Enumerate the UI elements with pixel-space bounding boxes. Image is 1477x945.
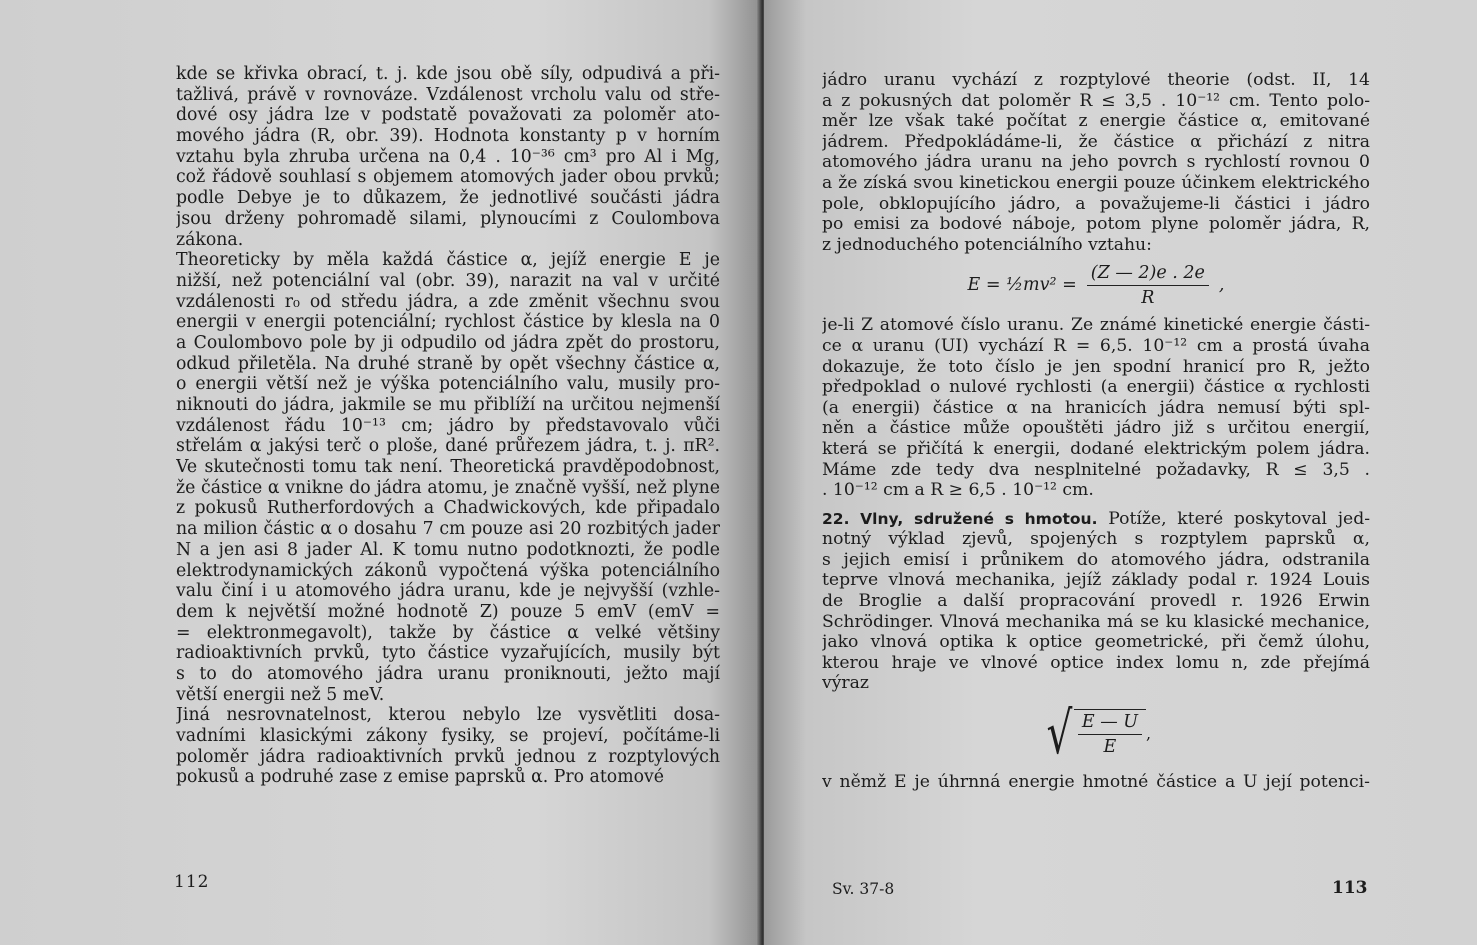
- text-line: něn a částice může opouštěti jádro již s určitou energií,: [822, 418, 1370, 439]
- text-line: de Broglie a další propracování provedl r. 1926 Erwin: [822, 591, 1370, 612]
- left-paragraphs: [176, 64, 720, 788]
- text-line: energii v energii potenciální; rychlost částice by klesla na 0: [176, 312, 720, 333]
- text-line: což řádově souhlasí s objemem atomových jader obou prvků;: [176, 167, 720, 188]
- text-line: poloměr jádra radioaktivních prvků jednou z rozptylových: [176, 746, 720, 767]
- text-line: vztahu byla zhruba určena na 0,4 . 10⁻³⁶ cm³ pro Al i Mg,: [176, 146, 720, 167]
- left-text-column: [176, 64, 720, 788]
- sqrt-expression: [822, 694, 1370, 772]
- text-line: z pokusů Rutherfordových a Chadwickových, kde připadalo: [176, 498, 720, 519]
- text-line: jako vlnová optika k optice geometrické, při čemž úlohu,: [822, 632, 1370, 653]
- text-line: je-li Z atomové číslo uranu. Ze známé kinetické energie části-: [822, 315, 1370, 336]
- text-line: elektrodynamických zákonů vypočtená výška potenciálního: [176, 560, 720, 581]
- right-last-line: v němž E je úhrnná energie hmotné částice a U její potenci-: [822, 772, 1370, 793]
- text-line: vadními klasickými zákony fysiky, se projeví, počítáme-li: [176, 726, 720, 746]
- text-line: s jejich emisí i průnikem do atomového jádra, odstranila: [822, 549, 1370, 570]
- text-line: nižší, než potenciální val (obr. 39), narazit na val v určité: [176, 270, 720, 291]
- text-line: z jednoduchého potenciálního vztahu:: [822, 234, 1152, 255]
- equation-fraction: [1087, 263, 1209, 308]
- equation-denominator: R: [1141, 287, 1155, 308]
- text-line: kterou hraje ve vlnové optice index lomu n, zde přejímá: [822, 652, 1370, 673]
- section-paragraph: [822, 509, 1370, 694]
- text-line: = elektronmegavolt), takže by částice α velké většiny: [176, 622, 720, 643]
- text-line: pole, obklopujícího jádro, a považujeme-li částici i jádro: [822, 193, 1370, 214]
- text-line: střelám α jakýsi terč o ploše, dané průřezem jádra, t. j. πR².: [176, 436, 720, 457]
- energy-equation: [822, 255, 1370, 315]
- text-line: dem k největší možné hodnotě Z) pouze 5 emV (emV =: [176, 601, 720, 622]
- text-line: Jiná nesrovnatelnost, kterou nebylo lze vysvětliti dosa-: [176, 705, 720, 726]
- sqrt-body: [1074, 709, 1146, 757]
- sqrt-trail: ,: [1146, 723, 1152, 743]
- text-line: atomového jádra uranu na jeho povrch s rychlostí rovnou 0: [822, 152, 1370, 173]
- text-line: zákona.: [176, 229, 244, 250]
- text-line: výraz: [822, 673, 869, 694]
- page-number-right: 113: [1332, 878, 1368, 898]
- text-line: teprve vlnová mechanika, jejíž základy podal r. 1924 Louis: [822, 570, 1370, 591]
- text-line: po emisi za bodové náboje, potom plyne poloměr jádra, R,: [822, 214, 1370, 235]
- text-line: měr lze však také počítat z energie částice α, emitované: [822, 111, 1370, 132]
- text-line: mového jádra (R, obr. 39). Hodnota konstanty p v horním: [176, 126, 720, 147]
- text-line: Máme zde tedy dva nesplnitelné požadavky, R ≤ 3,5 .: [822, 459, 1370, 480]
- text-line: podle Debye je to důkazem, že jednotlivé součásti jádra: [176, 188, 720, 209]
- text-line: s to do atomového jádra uranu proniknouti, ježto mají: [176, 663, 720, 684]
- printer-signature: Sv. 37-8: [832, 880, 895, 898]
- sqrt-fraction: [1078, 712, 1142, 757]
- text-line: předpoklad o nulové rychlosti (a energii) částice α rychlosti: [822, 377, 1370, 398]
- text-line: dové osy jádra lze v podstatě považovati za poloměr ato-: [176, 105, 720, 126]
- text-line: větší energii než 5 meV.: [176, 684, 385, 705]
- right-paragraph-top: [822, 70, 1370, 255]
- equation-trail: ,: [1218, 275, 1225, 296]
- text-line: Ve skutečnosti tomu tak není. Theoretická pravděpodobnost,: [176, 457, 720, 478]
- text-line: vzdálenost řádu 10⁻¹³ cm; jádro by představovalo vůči: [176, 415, 720, 436]
- right-text-column: [822, 70, 1370, 793]
- text-line: tažlivá, právě v rovnováze. Vzdálenost vrcholu valu od stře-: [176, 84, 720, 105]
- text-line: radioaktivních prvků, tyto částice vyzařujících, musily být: [176, 643, 720, 664]
- text-line: Theoreticky by měla každá částice α, jejíž energie E je: [176, 250, 720, 271]
- section-heading: 22. Vlny, sdružené s hmotou.: [822, 509, 1098, 528]
- text-line: jádrem. Předpokládáme-li, že částice α přichází z nitra: [822, 131, 1370, 152]
- text-line: o energii větší než je výška potenciálního valu, musily pro-: [176, 374, 720, 395]
- text-line: a Coulombovo pole by ji odpudilo od jádra zpět do prostoru,: [176, 332, 720, 353]
- sqrt-denominator: E: [1103, 737, 1117, 758]
- text-line: která se přičítá k energii, dodané elektrickým polem jádra.: [822, 438, 1370, 459]
- text-line: na milion částic α o dosahu 7 cm pouze asi 20 rozbitých jader: [176, 519, 720, 540]
- text-line: vzdálenosti r₀ od středu jádra, a zde změnit všechnu svou: [176, 291, 720, 312]
- text-line: že částice α vnikne do jádra atomu, je značně vyšší, než plyne: [176, 477, 720, 498]
- text-line: a z pokusných dat poloměr R ≤ 3,5 . 10⁻¹² cm. Tento polo-: [822, 90, 1370, 111]
- text-line: niknouti do jádra, jakmile se mu přiblíží na určitou nejmenší: [176, 395, 720, 415]
- text-line: dokazuje, že toto číslo je jen spodní hranicí pro R, ježto: [822, 356, 1370, 377]
- section-lines: [822, 529, 1370, 694]
- text-line: jádro uranu vychází z rozptylové theorie (odst. II, 14: [822, 70, 1370, 90]
- text-line: ce α uranu (UI) vychází R = 6,5. 10⁻¹² cm a prostá úvaha: [822, 335, 1370, 356]
- section-first-line: [822, 509, 1370, 530]
- text-line: odkud přiletěla. Na druhé straně by opět všechny částice α,: [176, 353, 720, 374]
- text-line: jsou drženy pohromadě silami, plynoucími z Coulombova: [176, 208, 720, 229]
- text-line: notný výklad zjevů, spojených s rozptylem paprsků α,: [822, 529, 1370, 550]
- text-line: . 10⁻¹² cm a R ≥ 6,5 . 10⁻¹² cm.: [822, 480, 1094, 501]
- text-line: valu činí i u atomového jádra uranu, kde je nejvyšší (vzhle-: [176, 581, 720, 602]
- text-line: (a energii) částice α na hranicích jádra nemusí býti spl-: [822, 397, 1370, 418]
- text-line: Schrödinger. Vlnová mechanika má se ku klasické mechanice,: [822, 611, 1370, 632]
- equation-lhs: E = ½mv² =: [967, 275, 1077, 296]
- text-line: a že získá svou kinetickou energii pouze účinkem elektrického: [822, 172, 1370, 193]
- text-line: N a jen asi 8 jader Al. K tomu nutno podotknozti, že podle: [176, 539, 720, 560]
- page-number-left: 112: [174, 872, 210, 892]
- sqrt-symbol: √: [1046, 699, 1073, 768]
- right-paragraph-mid: [822, 315, 1370, 500]
- equation-numerator: (Z — 2)e . 2e: [1087, 263, 1209, 286]
- sqrt-numerator: E — U: [1078, 712, 1142, 735]
- text-line: kde se křivka obrací, t. j. kde jsou obě síly, odpudivá a při-: [176, 64, 720, 84]
- text-line: pokusů a podruhé zase z emise paprsků α. Pro atomové: [176, 767, 664, 788]
- section-first-text: Potíže, které poskytoval jed-: [1108, 508, 1370, 529]
